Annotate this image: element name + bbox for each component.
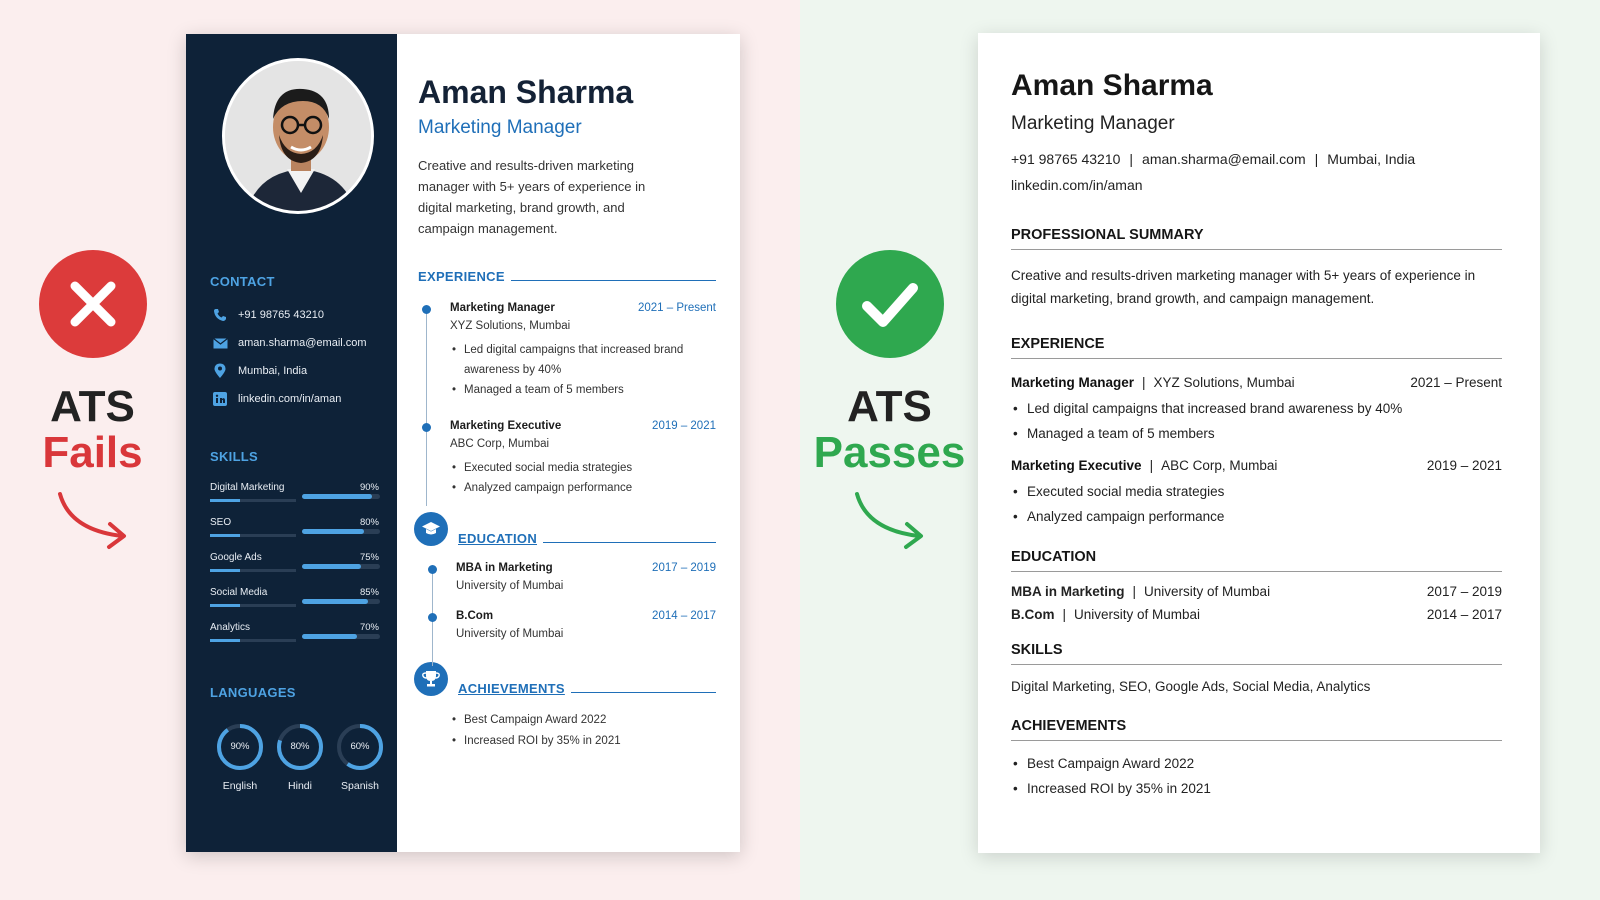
skill-level-bar (302, 529, 380, 534)
degree-dates: 2017 – 2019 (652, 562, 716, 574)
language-percent: 60% (350, 741, 370, 752)
job-title-company (1011, 375, 1295, 390)
skills-section (1011, 642, 1502, 698)
education-header-row (456, 610, 716, 622)
candidate-name: Aman Sharma (418, 74, 634, 110)
verdict-fails-label: Fails (42, 428, 143, 477)
experience-entry (426, 420, 716, 498)
education-entry (432, 562, 716, 592)
language-name: Spanish (341, 780, 379, 792)
skill-underline (210, 534, 296, 537)
language-name: English (222, 780, 258, 792)
separator: | (1149, 458, 1154, 473)
achievements-header (418, 662, 716, 696)
contact-phone-text: +91 98765 43210 (238, 309, 324, 321)
skill-name: Digital Marketing (210, 482, 285, 493)
experience-timeline (426, 302, 716, 498)
list-item: • Best Campaign Award 2022 (1011, 751, 1502, 776)
degree-dates: 2017 – 2019 (1426, 584, 1502, 599)
education-timeline (432, 562, 716, 640)
verdict-ats-label: ATS (847, 382, 932, 431)
skill-underline-fill (210, 639, 240, 642)
education-section (1011, 549, 1502, 622)
skill-percent: 90% (359, 482, 379, 493)
language-percent: 90% (230, 741, 250, 752)
list-item: • Led digital campaigns that increased brand awareness by 40% (1011, 396, 1502, 421)
job-dates: 2021 – Present (637, 302, 716, 314)
job-bullets (450, 340, 716, 400)
skill-level-bar (302, 494, 380, 499)
fancy-resume (186, 34, 740, 852)
job-role: Marketing Manager (450, 302, 555, 314)
curved-arrow-icon (845, 490, 935, 550)
job-role: Marketing Executive (450, 420, 562, 432)
verdict-passes-label: Passes (813, 428, 966, 477)
graduation-cap-icon (414, 512, 448, 546)
skill-underline (210, 569, 296, 572)
skill-underline-fill (210, 499, 240, 502)
skill-level-fill (302, 599, 368, 604)
timeline-dot (428, 613, 437, 622)
job-dates: 2019 – 2021 (652, 420, 716, 432)
language-ring (335, 722, 385, 772)
job-bullets (450, 458, 716, 498)
skill-name: Social Media (210, 587, 268, 598)
degree-school (1011, 607, 1200, 622)
experience-heading: EXPERIENCE (1011, 336, 1502, 359)
degree-school (1011, 584, 1270, 599)
skills-heading: SKILLS (210, 449, 259, 464)
experience-header-row (1011, 375, 1502, 390)
skill-level-fill (302, 494, 372, 499)
profile-photo (222, 58, 374, 214)
school-name: University of Mumbai (1144, 584, 1271, 599)
languages-heading: LANGUAGES (210, 685, 296, 700)
contact-linkedin: linkedin.com/in/aman (1011, 177, 1143, 193)
experience-header-row (450, 302, 716, 314)
education-heading: EDUCATION (1011, 549, 1502, 572)
skill-percent: 70% (359, 622, 379, 633)
list-item: • Executed social media strategies (450, 458, 716, 478)
skill-percent: 75% (359, 552, 379, 563)
skill-percent: 80% (359, 517, 379, 528)
degree-name: B.Com (1011, 607, 1055, 622)
timeline-dot (428, 565, 437, 574)
list-item: • Analyzed campaign performance (450, 478, 716, 498)
verdict-ats-label: ATS (50, 382, 135, 431)
contact-location (210, 357, 397, 385)
job-company: XYZ Solutions, Mumbai (1153, 375, 1295, 390)
list-item: • Managed a team of 5 members (1011, 421, 1502, 446)
language-ring (215, 722, 265, 772)
ats-fails-verdict (30, 250, 155, 550)
summary-text: Creative and results-driven marketing manager with 5+ years of experience in digital marketing, brand growth, and campaign management. (1011, 268, 1476, 306)
skill-row (210, 552, 397, 587)
skill-level-fill (302, 564, 361, 569)
job-role: Marketing Manager (1011, 375, 1135, 390)
skill-row (210, 482, 397, 517)
language-item (330, 722, 390, 792)
candidate-name: Aman Sharma (1011, 69, 1213, 102)
check-icon (836, 250, 944, 358)
school-name: University of Mumbai (1074, 607, 1201, 622)
candidate-title: Marketing Manager (418, 117, 582, 138)
job-bullets (1011, 479, 1502, 529)
contact-heading: CONTACT (210, 274, 275, 289)
phone-icon (210, 308, 230, 322)
contact-linkedin-text: linkedin.com/in/aman (238, 393, 342, 405)
list-item: • Managed a team of 5 members (450, 380, 716, 400)
education-entry (432, 610, 716, 640)
skill-name: SEO (210, 517, 232, 528)
education-header-row (456, 562, 716, 574)
achievements-heading: ACHIEVEMENTS (1011, 718, 1502, 741)
summary-text: Creative and results-driven marketing manager with 5+ years of experience in digital marketing, brand growth, and campaign management. (418, 158, 646, 236)
contact-location-text: Mumbai, India (238, 365, 308, 377)
contact-location: Mumbai, India (1327, 151, 1416, 167)
skills-heading: SKILLS (1011, 642, 1502, 665)
skills-list (210, 482, 397, 657)
skill-row (210, 517, 397, 552)
school-name: University of Mumbai (456, 628, 564, 640)
resume-sidebar (186, 34, 397, 852)
skill-underline-fill (210, 534, 240, 537)
skill-level-fill (302, 529, 364, 534)
plain-resume (978, 33, 1540, 853)
contact-email-text: aman.sharma@email.com (238, 337, 367, 349)
school-name: University of Mumbai (456, 580, 564, 592)
language-item (270, 722, 330, 792)
job-role: Marketing Executive (1011, 458, 1142, 473)
achievements-heading: ACHIEVEMENTS (458, 681, 565, 696)
skill-level-fill (302, 634, 357, 639)
experience-entry (1011, 375, 1502, 446)
timeline-dot (422, 423, 431, 432)
contact-email (210, 329, 397, 357)
contact-phone (210, 301, 397, 329)
summary-heading: PROFESSIONAL SUMMARY (1011, 227, 1502, 250)
education-heading: EDUCATION (458, 531, 538, 546)
job-title-company (1011, 458, 1277, 473)
skill-name: Google Ads (210, 552, 262, 563)
skill-level-bar (302, 634, 380, 639)
job-dates: 2021 – Present (1410, 375, 1502, 390)
job-bullets (1011, 396, 1502, 446)
achievements-list (1011, 751, 1502, 801)
skill-name: Analytics (210, 622, 251, 633)
skill-underline-fill (210, 569, 240, 572)
languages-list (210, 722, 397, 792)
list-item: • Increased ROI by 35% in 2021 (1011, 776, 1502, 801)
skill-underline-fill (210, 604, 240, 607)
contact-phone: +91 98765 43210 (1011, 151, 1121, 167)
education-header (418, 512, 716, 546)
experience-entry (426, 302, 716, 400)
degree-name: MBA in Marketing (1011, 584, 1125, 599)
separator: | (1062, 607, 1067, 622)
list-item: • Led digital campaigns that increased brand awareness by 40% (450, 340, 716, 380)
contact-email: aman.sharma@email.com (1142, 151, 1306, 167)
skill-underline (210, 604, 296, 607)
trophy-icon (414, 662, 448, 696)
degree-dates: 2014 – 2017 (1426, 607, 1502, 622)
degree-name: B.Com (456, 610, 494, 622)
degree-name: MBA in Marketing (456, 562, 553, 574)
mail-icon (210, 338, 230, 349)
experience-header (418, 269, 716, 284)
job-dates: 2019 – 2021 (1426, 458, 1502, 473)
x-icon (39, 250, 147, 358)
experience-header-row (450, 420, 716, 432)
job-company: XYZ Solutions, Mumbai (450, 320, 571, 332)
job-company: ABC Corp, Mumbai (450, 438, 550, 450)
experience-heading: EXPERIENCE (418, 269, 505, 284)
separator: | (1132, 584, 1137, 599)
skill-underline (210, 499, 296, 502)
skill-level-bar (302, 564, 380, 569)
summary-section (1011, 227, 1502, 310)
resume-main (397, 34, 740, 852)
education-entry (1011, 584, 1502, 599)
skill-underline (210, 639, 296, 642)
curved-arrow-icon (48, 490, 138, 550)
contact-linkedin (210, 385, 397, 413)
list-item: • Increased ROI by 35% in 2021 (450, 731, 716, 752)
ats-passes-verdict (812, 250, 967, 550)
education-entry (1011, 607, 1502, 622)
language-percent: 80% (290, 741, 310, 752)
contact-line: +91 98765 43210 | aman.sharma@email.com | Mumbai, India (1011, 151, 1416, 167)
job-company: ABC Corp, Mumbai (1161, 458, 1278, 473)
degree-dates: 2014 – 2017 (652, 610, 716, 622)
language-name: Hindi (288, 780, 312, 792)
candidate-title: Marketing Manager (1011, 113, 1175, 134)
timeline-dot (422, 305, 431, 314)
achievements-list (418, 710, 716, 752)
skill-percent: 85% (359, 587, 379, 598)
list-item: • Executed social media strategies (1011, 479, 1502, 504)
list-item: • Best Campaign Award 2022 (450, 710, 716, 731)
skill-level-bar (302, 599, 380, 604)
language-ring (275, 722, 325, 772)
experience-entry (1011, 458, 1502, 529)
location-icon (210, 363, 230, 379)
linkedin-icon (210, 392, 230, 406)
language-item (210, 722, 270, 792)
skill-row (210, 587, 397, 622)
separator: | (1142, 375, 1146, 390)
skills-text: Digital Marketing, SEO, Google Ads, Social Media, Analytics (1011, 679, 1371, 694)
experience-header-row (1011, 458, 1502, 473)
skill-row (210, 622, 397, 657)
achievements-section (1011, 718, 1502, 801)
experience-section (1011, 336, 1502, 529)
list-item: • Analyzed campaign performance (1011, 504, 1502, 529)
